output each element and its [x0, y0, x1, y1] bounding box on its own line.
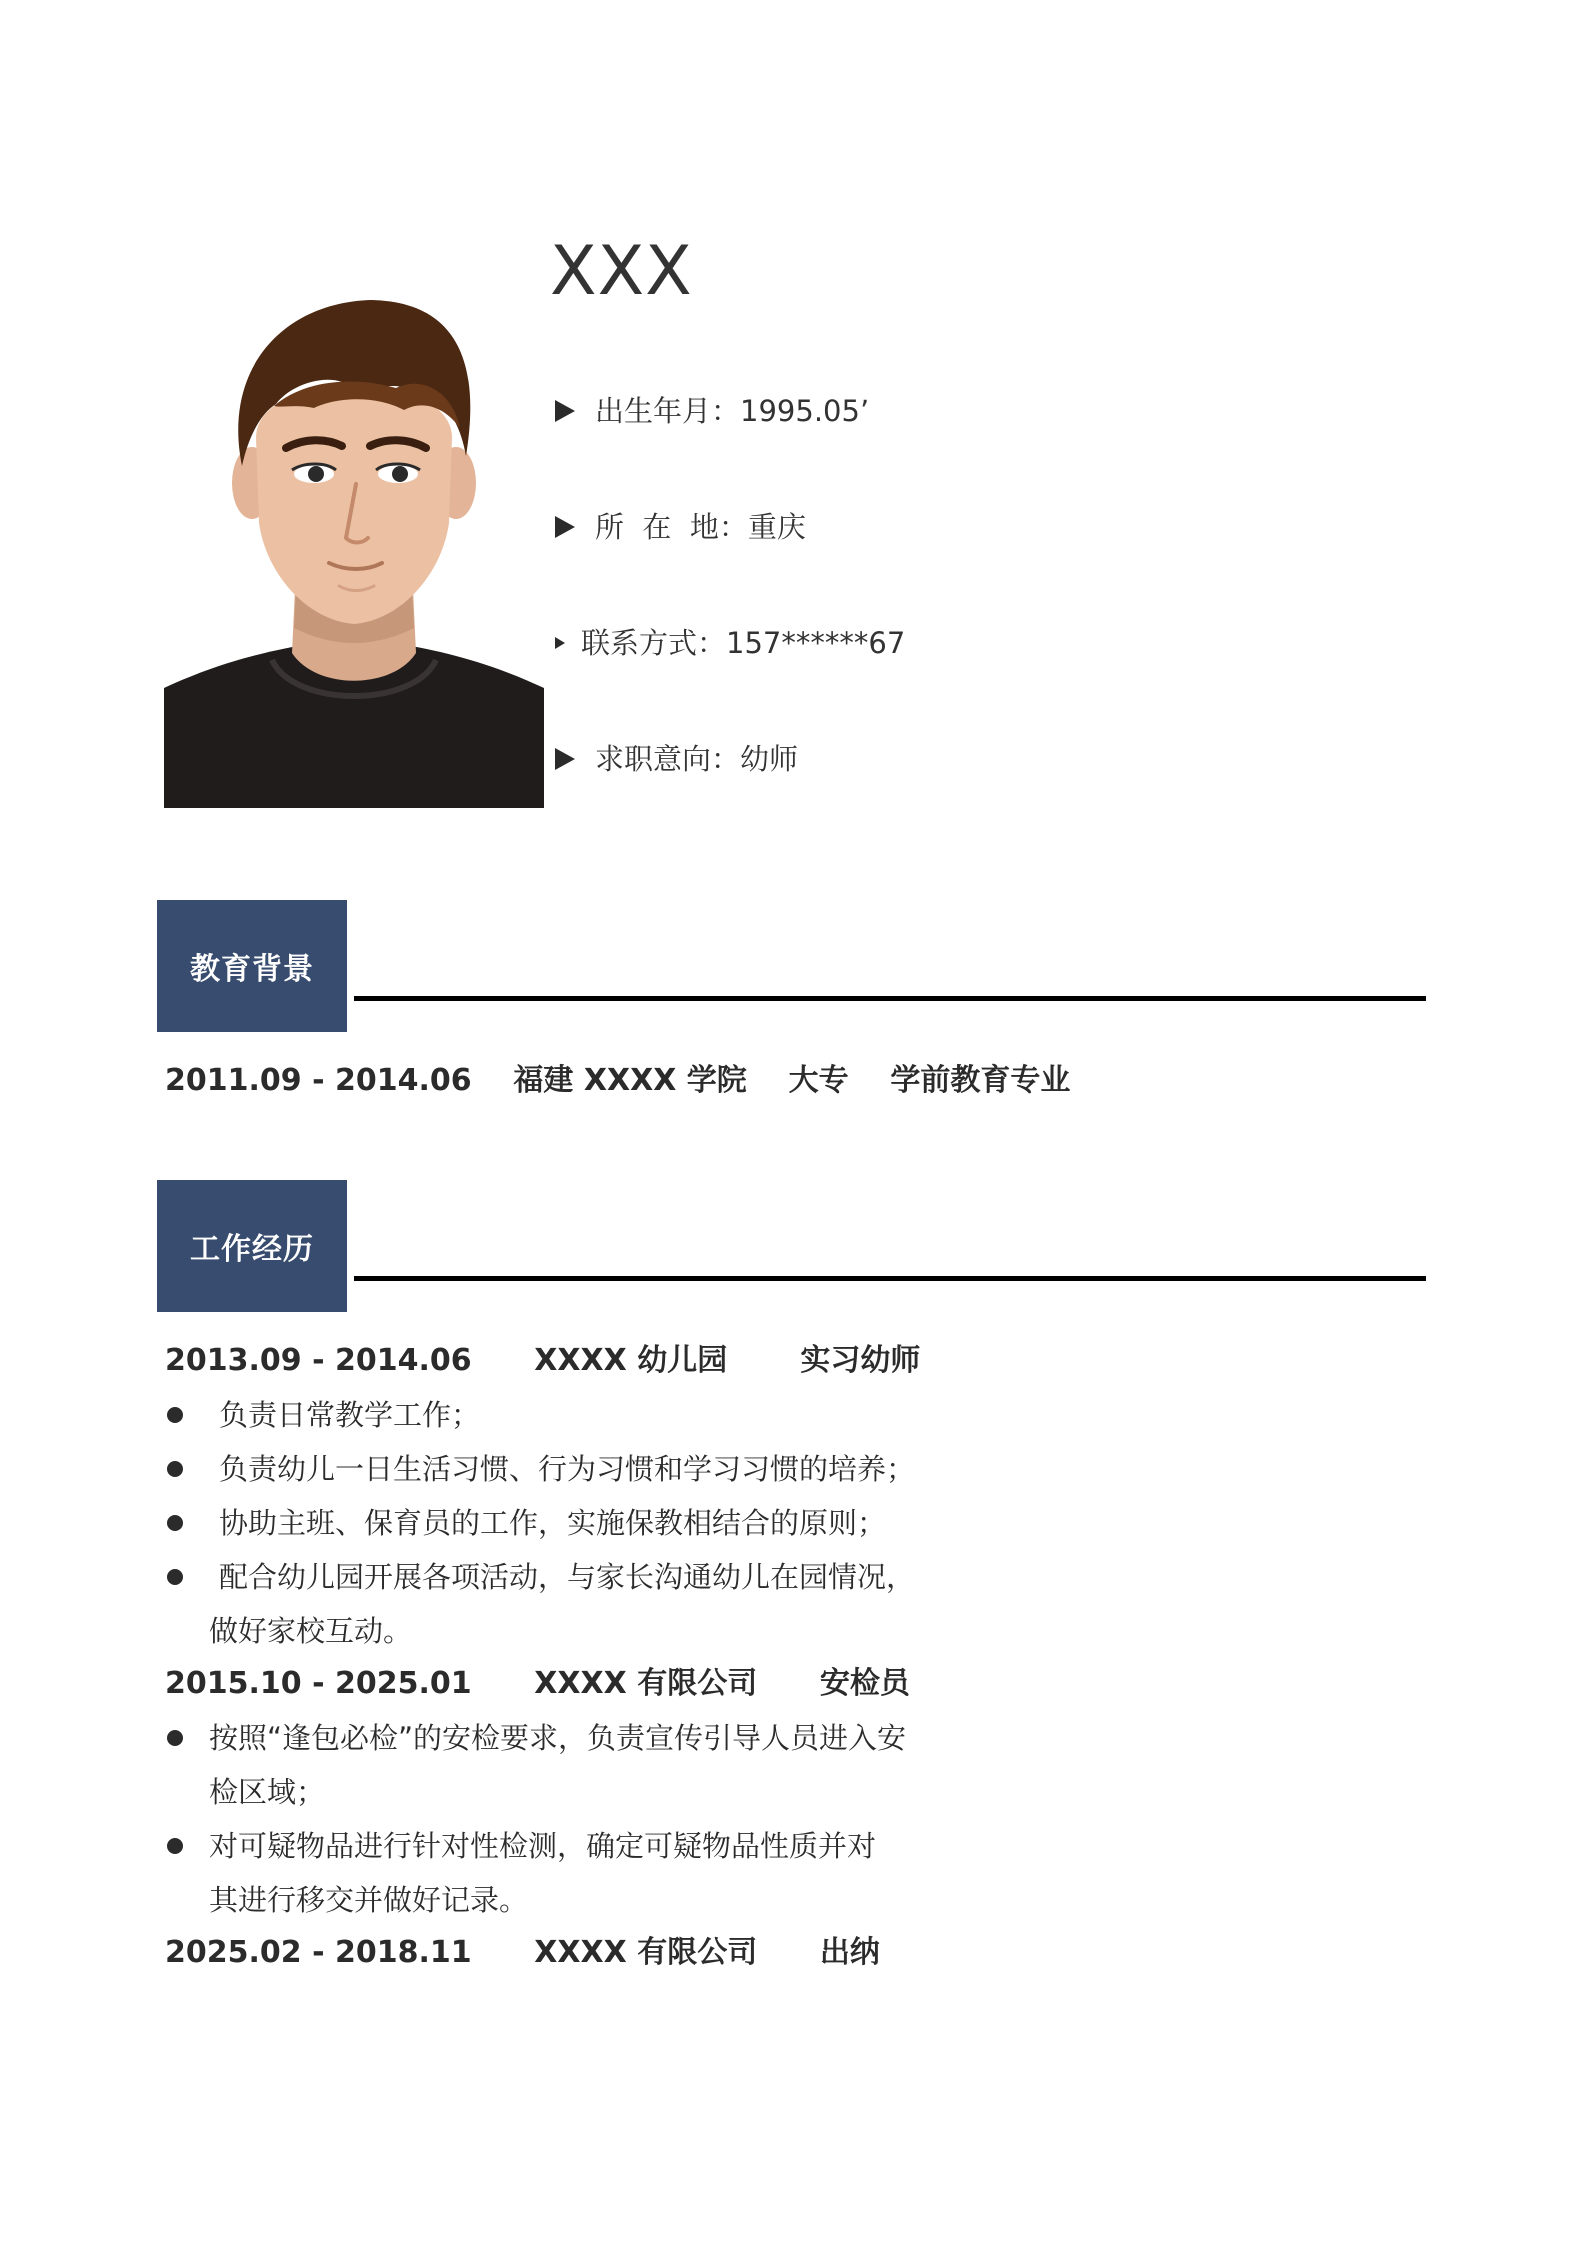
list-item-text: 协助主班、保育员的工作，实施保教相结合的原则； — [219, 1506, 887, 1540]
info-location — [555, 507, 806, 547]
list-item-text: 按照“逢包必检”的安检要求，负责宣传引导人员进入安 — [209, 1721, 907, 1755]
info-objective — [555, 739, 798, 779]
list-item-continuation: 其进行移交并做好记录。 — [209, 1883, 529, 1917]
section-title-education: 教育背景 — [157, 900, 347, 1032]
info-birth-label: 出生年月： — [595, 394, 741, 428]
info-location-value: 重庆 — [747, 510, 806, 544]
section-rule-work — [354, 1276, 1426, 1281]
info-birth-value: 1995.05’ — [740, 394, 870, 428]
job-heading: 2013.09 - 2014.06 XXXX 幼儿园 实习幼师 — [165, 1343, 921, 1378]
bullet-dot-icon — [167, 1515, 183, 1531]
avatar-illustration — [164, 288, 544, 808]
info-objective-label: 求职意向： — [595, 742, 741, 776]
info-birth — [555, 391, 869, 431]
triangle-bullet-icon — [555, 748, 575, 770]
bullet-dot-icon — [167, 1461, 183, 1477]
list-item-continuation: 检区域； — [209, 1775, 326, 1809]
info-location-label: 所 在 地： — [595, 510, 748, 544]
section-title-work: 工作经历 — [157, 1180, 347, 1312]
bullet-dot-icon — [167, 1569, 183, 1585]
triangle-bullet-icon — [555, 637, 565, 649]
job-heading: 2025.02 - 2018.11 XXXX 有限公司 出纳 — [165, 1935, 880, 1970]
triangle-bullet-icon — [555, 516, 575, 538]
education-entry: 2011.09 - 2014.06 福建 XXXX 学院 大专 学前教育专业 — [165, 1063, 1071, 1098]
list-item-text: 负责日常教学工作； — [219, 1398, 481, 1432]
list-item-text: 负责幼儿一日生活习惯、行为习惯和学习习惯的培养； — [219, 1452, 916, 1486]
info-contact — [555, 623, 905, 663]
list-item-text: 对可疑物品进行针对性检测，确定可疑物品性质并对 — [209, 1829, 877, 1863]
section-rule-education — [354, 996, 1426, 1001]
bullet-dot-icon — [167, 1730, 183, 1746]
avatar — [164, 288, 544, 808]
candidate-name: XXX — [550, 232, 693, 311]
bullet-dot-icon — [167, 1407, 183, 1423]
bullet-dot-icon — [167, 1838, 183, 1854]
triangle-bullet-icon — [555, 400, 575, 422]
job-heading: 2015.10 - 2025.01 XXXX 有限公司 安检员 — [165, 1666, 910, 1701]
list-item-continuation: 做好家校互动。 — [209, 1614, 413, 1648]
info-contact-value: 157******67 — [726, 626, 906, 660]
list-item-text: 配合幼儿园开展各项活动，与家长沟通幼儿在园情况， — [219, 1560, 916, 1594]
info-objective-value: 幼师 — [740, 742, 799, 776]
info-contact-label: 联系方式： — [581, 626, 727, 660]
